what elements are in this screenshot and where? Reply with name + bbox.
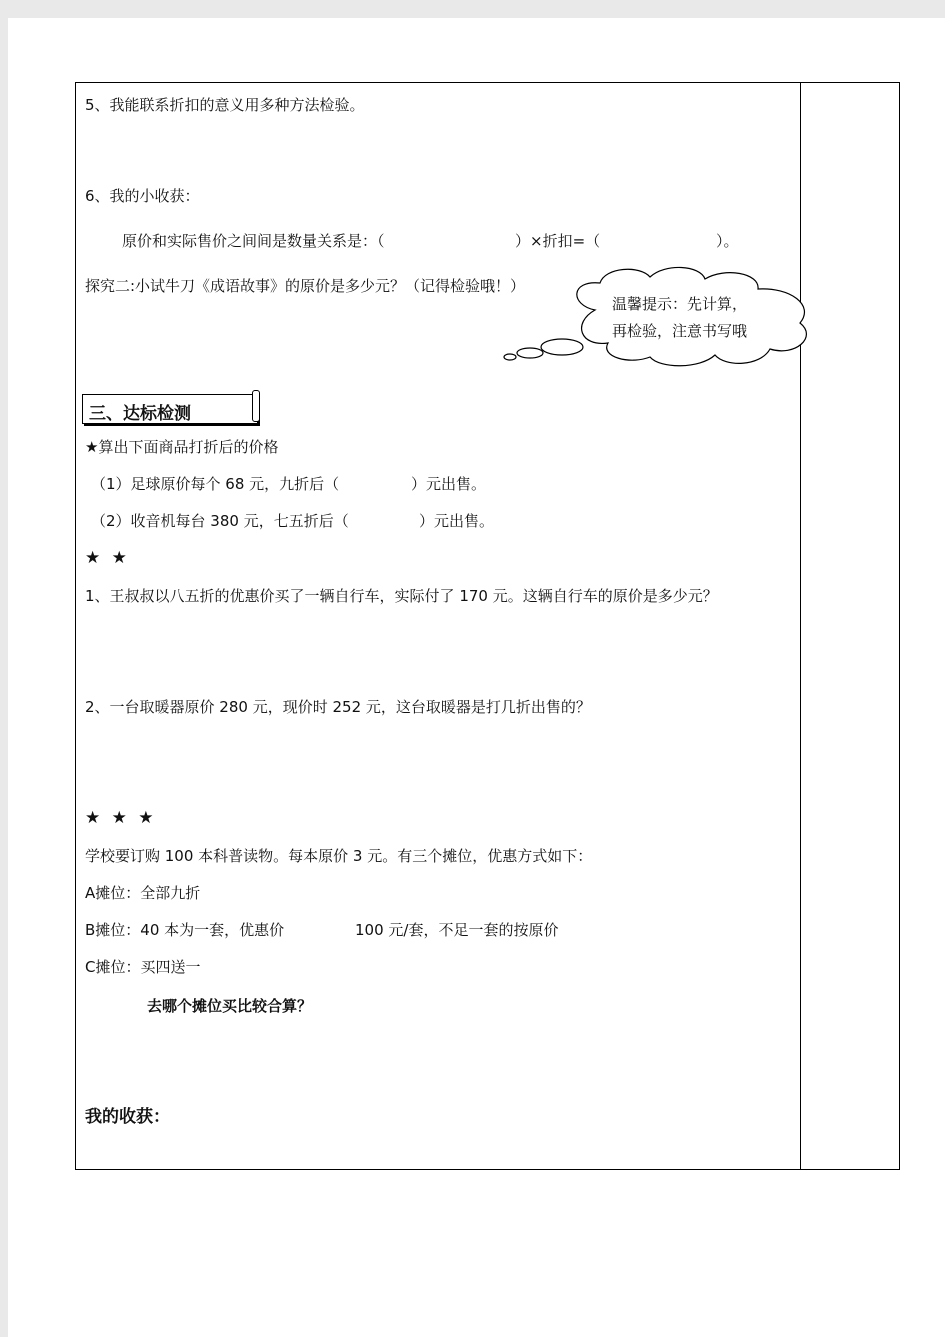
item-6: 6、我的小收获： bbox=[85, 187, 200, 205]
item-5: 5、我能联系折扣的意义用多种方法检验。 bbox=[85, 96, 365, 114]
hint-line-1: 温馨提示：先计算， bbox=[612, 295, 748, 313]
level-2-stars: ★ ★ bbox=[85, 548, 130, 568]
relation-middle: ）×折扣=（ bbox=[515, 232, 601, 250]
level-3-question: 去哪个摊位买比较合算？ bbox=[147, 997, 313, 1015]
hint-line-2: 再检验，注意书写哦 bbox=[612, 322, 748, 340]
level-2-q2: 2、一台取暖器原价 280 元，现价时 252 元，这台取暖器是打几折出售的？ bbox=[85, 698, 591, 716]
page-margin-top bbox=[0, 0, 945, 18]
level-1-q1-prefix: （1）足球原价每个 68 元，九折后（ bbox=[91, 475, 340, 493]
level-1-q1-suffix: ）元出售。 bbox=[411, 475, 487, 493]
level-3-stars: ★ ★ ★ bbox=[85, 808, 157, 828]
level-3-intro: 学校要订购 100 本科普读物。每本原价 3 元。有三个摊位，优惠方式如下： bbox=[85, 847, 593, 865]
page-margin-left bbox=[0, 0, 8, 1337]
section-3-banner bbox=[82, 394, 258, 424]
level-3-option-a: A摊位：全部九折 bbox=[85, 884, 201, 902]
section-3-title: 三、达标检测 bbox=[89, 404, 191, 424]
level-1-heading: ★算出下面商品打折后的价格 bbox=[85, 438, 279, 456]
level-1-q2-prefix: （2）收音机每台 380 元，七五折后（ bbox=[91, 512, 349, 530]
explore-2: 探究二:小试牛刀《成语故事》的原价是多少元？（记得检验哦！） bbox=[85, 277, 526, 295]
notes-column-divider bbox=[800, 82, 801, 1170]
relation-suffix: ）。 bbox=[716, 232, 739, 250]
level-3-option-c: C摊位：买四送一 bbox=[85, 958, 201, 976]
level-1-q2-suffix: ）元出售。 bbox=[419, 512, 495, 530]
level-3-option-b-left: B摊位：40 本为一套，优惠价 bbox=[85, 921, 285, 939]
banner-scroll-icon bbox=[252, 390, 260, 422]
hint-text bbox=[612, 291, 777, 345]
relation-prefix: 原价和实际售价之间间是数量关系是：（ bbox=[122, 232, 385, 250]
level-2-q1: 1、王叔叔以八五折的优惠价买了一辆自行车，实际付了 170 元。这辆自行车的原价是多少元？ bbox=[85, 587, 718, 605]
level-3-option-b-right: 100 元/套，不足一套的按原价 bbox=[355, 921, 559, 939]
my-harvest: 我的收获： bbox=[85, 1107, 170, 1127]
